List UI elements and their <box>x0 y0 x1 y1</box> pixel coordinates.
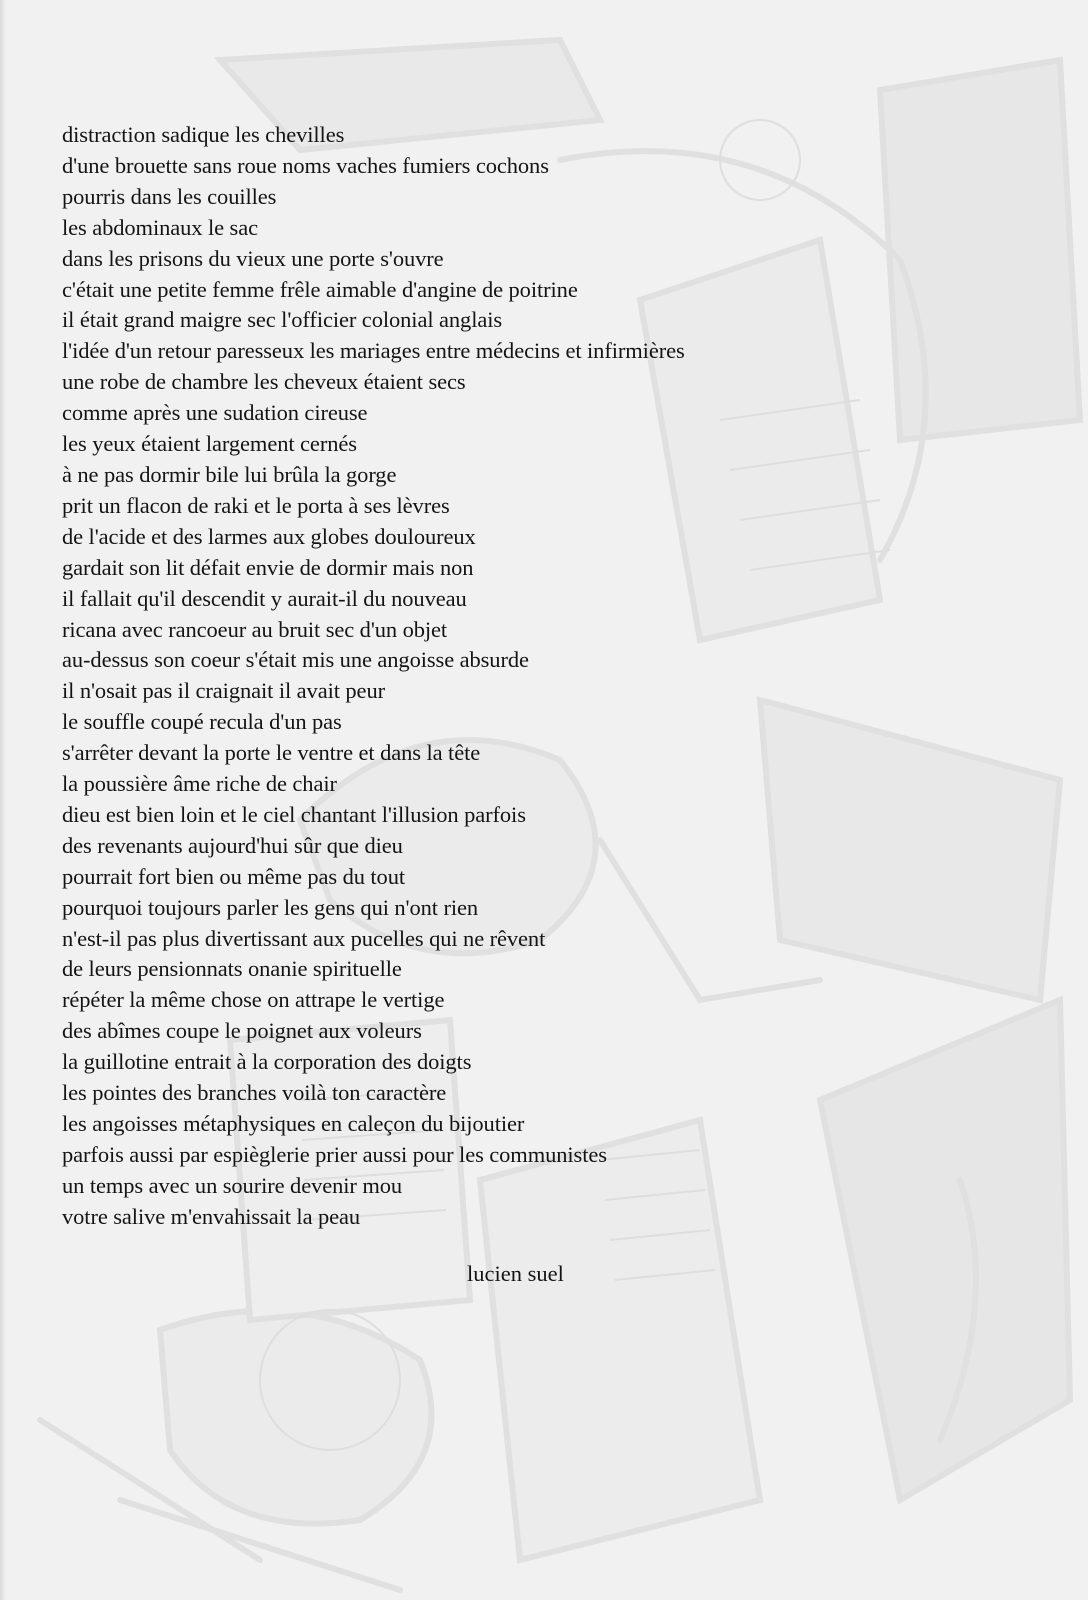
poem-line: comme après une sudation cireuse <box>62 400 368 426</box>
poem-line: distraction sadique les chevilles <box>62 122 345 147</box>
poem-line: au-dessus son coeur s'était mis une angoisse absurde <box>62 647 529 673</box>
poem-line: la poussière âme riche de chair <box>62 771 337 797</box>
poem-line: prit un flacon de raki et le porta à ses lèvres <box>62 492 450 518</box>
poem-line: l'idée d'un retour paresseux les mariages entre médecins et infirmières <box>62 338 685 364</box>
poem-line: la guillotine entrait à la corporation des doigts <box>62 1049 472 1075</box>
poem-line: les pointes des branches voilà ton caractère <box>62 1080 447 1106</box>
poem-line: il fallait qu'il descendit y aurait-il du nouveau <box>62 585 467 611</box>
poem-line: d'une brouette sans roue noms vaches fumiers cochons <box>62 152 549 178</box>
author-signature: lucien suel <box>467 1261 564 1286</box>
poem-line: les yeux étaient largement cernés <box>62 431 357 457</box>
poem-line: il était grand maigre sec l'officier colonial anglais <box>62 307 503 333</box>
poem-line: des abîmes coupe le poignet aux voleurs <box>62 1018 422 1044</box>
poem-line: une robe de chambre les cheveux étaient secs <box>62 369 466 395</box>
poem-line: des revenants aujourd'hui sûr que dieu <box>62 832 403 858</box>
poem-line: à ne pas dormir bile lui brûla la gorge <box>62 461 397 487</box>
poem-line: pourris dans les couilles <box>62 183 277 209</box>
poem-line: les angoisses métaphysiques en caleçon du bijoutier <box>62 1111 525 1136</box>
poem-line: répéter la même chose on attrape le vertige <box>62 987 445 1013</box>
poem-line: un temps avec un sourire devenir mou <box>62 1172 403 1198</box>
poem-line: c'était une petite femme frêle aimable d'angine de poitrine <box>62 276 578 302</box>
poem-line: il n'osait pas il craignait il avait peur <box>62 678 385 704</box>
poem-line: les abdominaux le sac <box>62 214 258 240</box>
poem-line: votre salive m'envahissait la peau <box>62 1203 361 1229</box>
poem-line: pourrait fort bien ou même pas du tout <box>62 863 405 889</box>
poem-line: le souffle coupé recula d'un pas <box>62 709 342 735</box>
poem-line: n'est-il pas plus divertissant aux pucelles qui ne rêvent <box>62 925 546 951</box>
poem-line: de leurs pensionnats onanie spirituelle <box>62 956 402 982</box>
poem-line: de l'acide et des larmes aux globes douloureux <box>62 523 476 549</box>
poem-line: parfois aussi par espièglerie prier aussi pour les communistes <box>62 1141 607 1167</box>
poem-line: pourquoi toujours parler les gens qui n'ont rien <box>62 894 479 920</box>
poem-line: gardait son lit défait envie de dormir mais non <box>62 554 474 580</box>
poem-line: s'arrêter devant la porte le ventre et dans la tête <box>62 740 481 766</box>
poem-line: dans les prisons du vieux une porte s'ouvre <box>62 245 444 271</box>
poem-line: ricana avec rancoeur au bruit sec d'un objet <box>62 616 448 642</box>
poem-text <box>62 120 962 1233</box>
poem-line: dieu est bien loin et le ciel chantant l'illusion parfois <box>62 801 526 827</box>
